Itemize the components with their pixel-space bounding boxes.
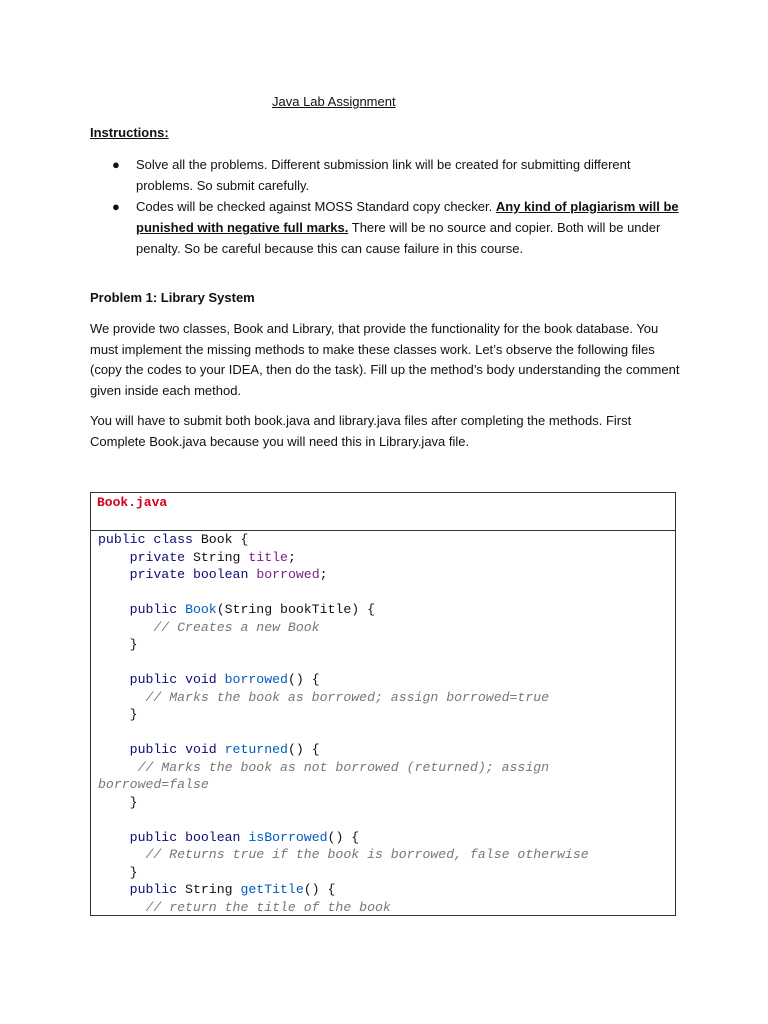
- document-title: Java Lab Assignment: [272, 94, 396, 109]
- code-line: private String title;: [129, 549, 296, 565]
- instructions-list: [110, 154, 685, 259]
- code-line: [98, 584, 589, 602]
- code-line: public boolean isBorrowed() {: [129, 829, 360, 845]
- plagiarism-warning: Any kind of plagiarism will be punished with negative full marks.: [136, 199, 679, 235]
- code-line: // Marks the book as borrowed; assign borrowed=true: [98, 689, 550, 705]
- code-line: borrowed=false: [98, 777, 209, 792]
- problem-description: We provide two classes, Book and Library, that provide the functionality for the book database. You must implement the missing methods to make these classes work. Let’s observe the following files (copy the codes to your IDEA, then do the task). Fill up the method’s body understanding the comment given inside each method.: [90, 321, 680, 398]
- list-item: [110, 154, 685, 196]
- code-line: // return the title of the book: [98, 899, 391, 915]
- code-line: }: [98, 864, 138, 880]
- code-line: public void returned() {: [129, 742, 320, 757]
- code-line: [98, 654, 589, 672]
- bullet-text: Codes will be checked against MOSS Standard copy checker.: [136, 199, 496, 214]
- code-line: }: [98, 637, 138, 652]
- bullet-icon: ●: [112, 157, 120, 172]
- list-item: [110, 196, 685, 259]
- bullet-icon: ●: [112, 199, 120, 214]
- code-line: [98, 811, 589, 829]
- code-filename: Book.java: [91, 493, 675, 531]
- submission-note: You will have to submit both book.java and library.java files after completing the methods. First Complete Book.java because you will need this in Library.java file.: [90, 413, 632, 449]
- instructions-heading: Instructions:: [90, 125, 169, 140]
- code-line: // Marks the book as not borrowed (returned); assign: [98, 759, 550, 775]
- code-line: // Creates a new Book: [98, 619, 320, 635]
- bullet-text: Solve all the problems. Different submission link will be created for submitting different problems. So submit carefully.: [136, 157, 631, 193]
- code-line: private boolean borrowed;: [129, 567, 328, 582]
- code-line: public Book(String bookTitle) {: [129, 602, 375, 617]
- code-block: [98, 531, 589, 916]
- code-line: public String getTitle() {: [129, 882, 336, 897]
- bullet-text-continued: There will be no source and copier. Both will be under penalty. So be careful because this can cause failure in this course.: [136, 220, 661, 256]
- code-box: [90, 492, 676, 916]
- code-line: public class Book {: [98, 532, 249, 547]
- code-line: }: [98, 707, 138, 722]
- code-line: // Returns true if the book is borrowed, false otherwise: [98, 847, 589, 862]
- problem-heading: Problem 1: Library System: [90, 290, 255, 305]
- code-line: public void borrowed() {: [129, 672, 320, 687]
- code-line: }: [98, 794, 138, 810]
- code-line: [98, 724, 589, 742]
